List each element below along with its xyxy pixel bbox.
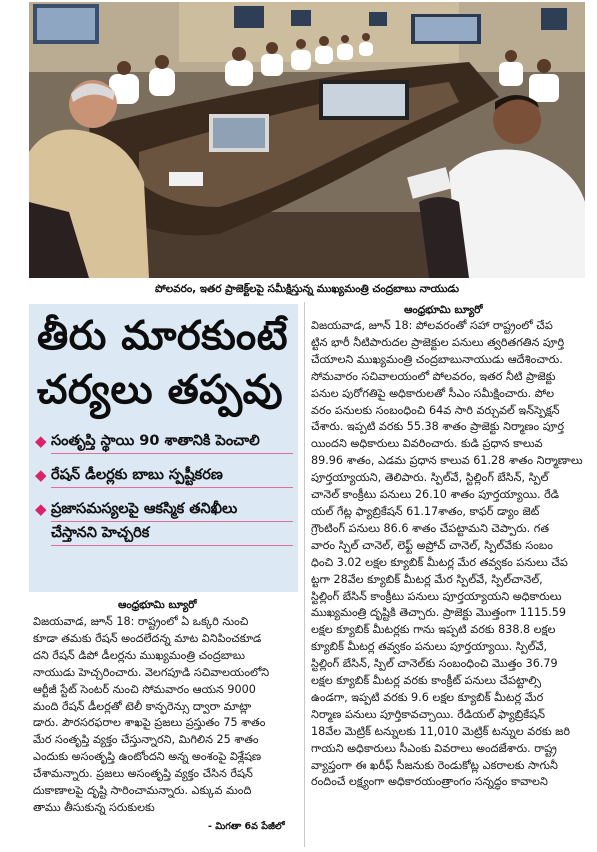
article-line: చానెల్ కాంక్రీటు పనులు 26.10 శాతం పూర్తయ్యాయి. రేడి xyxy=(311,488,560,502)
bullet-item xyxy=(35,498,293,522)
bullet-text: సంతృప్తి స్థాయి 90 శాతానికి పెంచాలి xyxy=(51,430,293,454)
article-line: పూర్తయ్యాయని, తెలిపారు. స్పిల్‌వే, స్టిల్లింగ్ బేసిన్, స్పిల్ xyxy=(311,471,549,485)
article-line: క్యూబిక్ మీటర్ల తవ్వకం పనులు పూర్తయ్యాయి. స్పిల్‌వే, xyxy=(311,640,548,654)
article-line: లక్షల క్యూబిక్ మీటర్లకు గాను ఇప్పటి వరకు 838.8 లక్షల xyxy=(311,623,556,637)
article-line: విజయవాడ, జూన్ 18: రాష్ట్రంలో ఏ ఒక్కరి నుంచి xyxy=(33,615,249,628)
bullet-text: చేస్తానని హెచ్చరిక xyxy=(51,522,293,546)
meeting-photo-illustration xyxy=(29,2,585,278)
article-line: దుకాణాలపై దృష్టి సారించామన్నారు. ఎక్కువ మంది xyxy=(33,784,252,798)
article-line: చేశామన్నారు. ప్రజలు అసంతృప్తి వ్యక్తం చేసిన రేషన్ xyxy=(33,767,253,781)
article-line: నిర్మాణ పనులు పూర్తికావచ్చాయి. రేడియల్ ఫ్యాబ్రికేషన్ xyxy=(311,707,545,721)
left-article-byline: ఆంధ్రభూమి బ్యూరో xyxy=(118,599,197,611)
article-line: గ్రౌంటింగ్ పనులు 86.6 శాతం చేపట్టామని చెప్పారు. గత xyxy=(311,521,550,535)
bullet-dot-icon: ◆ xyxy=(35,500,47,518)
article-line: ట్టిన భారీ నీటిపారుదల ప్రాజెక్టుల పనులు త్వరితగతిన పూర్తి xyxy=(311,335,565,349)
headline-line-1: తీరు మారకుంటే xyxy=(37,313,289,359)
article-line: చేశారు. ఇప్పటి వరకు 55.38 శాతం ప్రాజెక్టు నిర్మాణం పూర్త xyxy=(311,420,565,434)
bullet-item-continuation xyxy=(35,522,293,546)
bullet-dot-icon: ◆ xyxy=(35,466,47,484)
article-line: కూడా తమకు రేషన్ అందలేదన్న మాట వినిపించకూడ xyxy=(33,631,262,645)
article-line: పనుల పురోగతిపై అధికారులతో సీఎం సమీక్షించారు. పోల xyxy=(311,386,555,400)
article-line: యిందని అధికారులు వివరించారు. కుడి ప్రధాన కాలువ xyxy=(311,437,543,451)
article-line: వరం పనులకు సంబంధించి 64వ సారి వర్చువల్ ఇన్‌స్పెక్షన్ xyxy=(311,403,560,417)
photo-caption: పోలవరం, ఇతర ప్రాజెక్ట్‌లపై సమీక్షిస్తున్న ముఖ్యమంత్రి చంద్రబాబు నాయుడు xyxy=(155,283,459,295)
bullet-dot-icon: ◆ xyxy=(35,432,47,450)
article-line: వ్యాప్తంగా ఈ ఖరీఫ్ సీజనుకు రెండుకోట్ల ఎకరాలకు సాగునీ xyxy=(311,758,558,772)
article-line: లక్షల క్యూబిక్ మీటర్ల వరకు కాంక్రీట్ పనులు చేపట్టాల్సి xyxy=(311,674,541,688)
article-line: 89.96 శాతం, ఎడమ ప్రధాన కాలువ 61.28 శాతం నిర్మాణాలు xyxy=(311,454,583,468)
article-line: ఆర్టీజీ స్టేట్ సెంటర్ నుంచి సోమవారం ఆయన 9000 xyxy=(33,682,256,696)
article-line: మేర సంతృప్తి వ్యక్తం చేస్తున్నారని, మిగిలిన 25 శాతం xyxy=(33,733,259,747)
highlight-bullets xyxy=(35,430,293,556)
article-line: ట్టగా 28వేల క్యూబిక్ మీటర్ల మేర స్పిల్‌వే, స్పిల్‌చానెల్, xyxy=(311,572,543,586)
article-line: దని రేషన్ డిపో డీలర్లను ముఖ్యమంత్రి చంద్రబాబు xyxy=(33,648,245,662)
article-line: స్టిల్లింగ్ బేసిన్ కాంక్రీటు పనులు పూర్తయ్యాయని అధికారులు xyxy=(311,589,562,603)
bullet-item xyxy=(35,464,293,488)
article-line: గాయని అధికారులు సీఎంకు వివరాలు అందజేశారు. రాష్ట్ర xyxy=(311,741,557,755)
article-line: మంది రేషన్ డీలర్లతో టెలీ కాన్ఫరెన్సు ద్వారా మాట్లా xyxy=(33,699,252,713)
bullet-item xyxy=(35,430,293,454)
article-line: ముఖ్యమంత్రి దృష్టికి తెచ్చారు. ప్రాజెక్టు మొత్తంగా 1115.59 xyxy=(311,606,567,620)
meeting-photo xyxy=(29,2,585,278)
article-line: రందించే లక్ష్యంగా అధికారయంత్రాంగం సన్నద్ధం కావాలని xyxy=(311,775,548,789)
article-line: వారం స్పిల్ చానెల్, లెఫ్ట్ అప్రోచ్ చానెల్, స్పిల్‌వేకు సంబం xyxy=(311,538,553,552)
article-line: స్టిల్లింగ్ బేసిన్, స్పిల్ చానెల్‌కు సంబంధించి మొత్తం 36.79 xyxy=(311,657,558,671)
article-line: డారు. పౌరసరఫరాల శాఖపై ప్రజలు ప్రస్తుతం 75 శాతం xyxy=(33,716,266,730)
bullet-text: రేషన్ డీలర్లకు బాబు స్పష్టీకరణ xyxy=(51,464,293,488)
article-line: చేయాలని ముఖ్యమంత్రి చంద్రబాబునాయుడు ఆదేశించారు. xyxy=(311,352,563,366)
article-line: ఎందుకు అసంతృప్తి ఉంటోందని అన్న అంశంపై విశ్లేషణ xyxy=(33,750,262,764)
article-line: విజయవాడ, జూన్ 18: పోలవరంతో సహా రాష్ట్రంలో చేప xyxy=(311,319,553,332)
right-article-body xyxy=(311,318,585,791)
article-line: 18వేల మెట్రిక్ టన్నులకు 11,010 మెట్రిక్ టన్నుల వరకు జరి xyxy=(311,724,570,738)
bullet-text: ప్రజాసమస్యలపై ఆకస్మిక తనిఖీలు xyxy=(51,498,293,522)
article-line: నాయుడు హెచ్చరించారు. వెలగపూడి సచివాలయంలోని xyxy=(33,665,270,679)
article-line: ఉండగా, ఇప్పటి వరకు 9.6 లక్షల క్యూబిక్ మీటర్ల మేర xyxy=(311,690,544,704)
article-line: సోమవారం సచివాలయంలో పోలవరం, ఇతర నీటి ప్రాజెక్టు xyxy=(311,369,556,383)
continued-note: - మిగతా 6వ పేజీలో xyxy=(208,821,285,832)
left-article-body xyxy=(33,614,297,817)
right-article-byline: ఆంధ్రభూమి బ్యూరో xyxy=(404,304,483,316)
article-line: ధించి 3.02 లక్షల క్యూబిక్ మీటర్ల మేర తవ్వకం పనులు చేప xyxy=(311,555,568,569)
headline-box xyxy=(29,304,298,592)
article-line: యల్ గేట్ల ఫ్యాబ్రికేషన్ 61.17శాతం, కాఫర్ డ్యాం జెట్ xyxy=(311,504,540,518)
column-divider xyxy=(304,302,305,847)
headline-line-2: చర్యలు తప్పవు xyxy=(37,367,284,413)
article-line: తాము తీసుకున్న సరుకులకు xyxy=(33,800,155,814)
